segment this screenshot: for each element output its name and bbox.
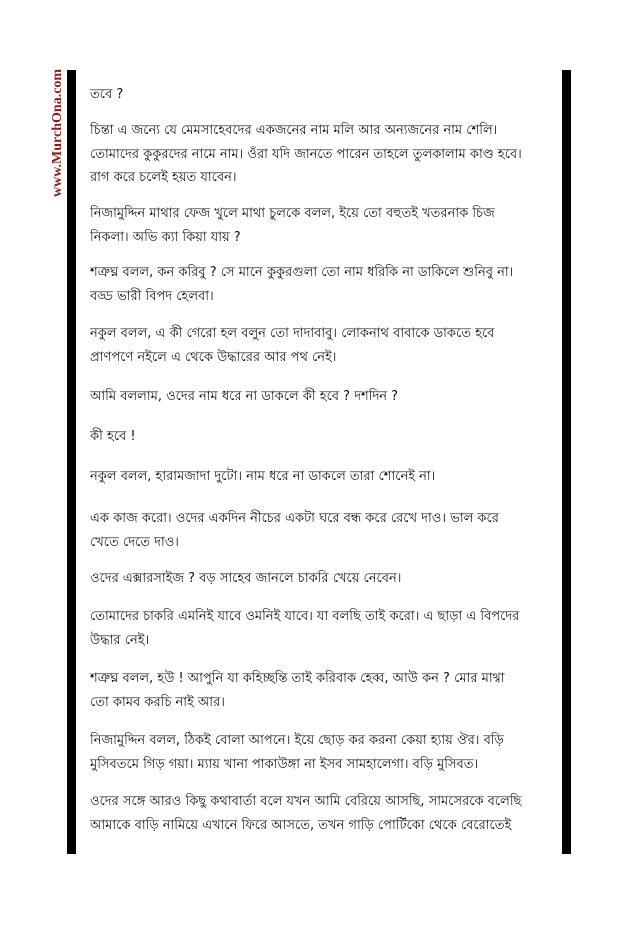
text-line: আমি বললাম, ওদের নাম ধরে না ডাকলে কী হবে ? দশদিন ? [90,389,399,404]
text-line: উদ্ধার নেই। [90,632,150,648]
paragraph [90,261,556,308]
text-line: তোমাদের কুকুরদের নামে নাম। ওঁরা যদি জানতে পারেন তাহলে তুলকালাম কাণ্ড হবে। [90,146,522,162]
text-line: নকুল বলল, এ কী গেরো হল বলুন তো দাদাবাবু। লোকনাথ বাবাকে ডাকতে হবে [90,326,495,341]
paragraph [90,83,556,107]
text-line: রাগ করে চলেই হয়ত যাবেন। [90,170,237,185]
text-line: তো কামব করচি নাই আর। [90,694,225,710]
text-line: বড্ড ভারী বিপদ হেলবা। [90,288,214,304]
text-line: নিজামুদ্দিন বলল, ঠিকই বোলা আপনে। ইয়ে ছোড় কর করনা কেয়া হ্যায় ঔর। বড়ি [90,733,504,748]
text-line: চিন্তা এ জন্যে যে মেমসাহেবদের একজনের নাম মলি আর অন্যজনের নাম শেলি। [90,123,498,138]
text-line: নিজামুদ্দিন মাথার ফেজ খুলে মাথা চুলকে বলল, ইয়ে তো বহুতই খতরনাক চিজ [90,206,495,221]
watermark-url: www.MurchOna.com [50,68,65,197]
paragraph [90,119,556,190]
paragraph [90,322,556,369]
paragraph [90,667,556,714]
text-line: এক কাজ করো। ওদের একদিন নীচের একটা ঘরে বন্ধ করে রেখে দাও। ভাল করে [90,511,499,526]
paragraph [90,729,556,776]
text-line: ওদের সঙ্গে আরও কিছু কথাবার্তা বলে যখন আমি বেরিয়ে আসছি, সামসেরকে বলেছি [90,794,522,809]
text-line: খেতে দেতে দাও। [90,534,179,550]
text-line: কী হবে ! [90,429,136,444]
paragraph [90,385,556,409]
text-line: নিকলা। অভি ক্যা কিয়া যায় ? [90,229,241,245]
paragraph [90,605,556,652]
text-line: মুসিবতমে গিড় গয়া। ম্যায় খানা পাকাউঙ্গা না ইসব সামহালেগা। বড়ি মুসিবত। [90,756,479,772]
paragraph [90,202,556,249]
paragraph [90,507,556,554]
text-line: প্রাণপণে নইলে এ থেকে উদ্ধারের আর পথ নেই। [90,349,337,365]
text-line: তোমাদের চাকরি এমনিই যাবে ওমনিই যাবে। যা বলছি তাই করো। এ ছাড়া এ বিপদের [90,609,520,624]
text-line: আমাকে বাড়ি নামিয়ে এখানে ফিরে আসতে, তখন গাড়ি পোর্টিকো থেকে বেরোতেই [90,817,512,833]
text-line: ওদের এক্সারসাইজ ? বড় সাহেব জানলে চাকরি খেয়ে নেবেন। [90,571,402,586]
paragraph [90,425,556,449]
text-line: শত্রুঘ্ন বলল, হউ ! আপুনি যা কহিচ্ছন্তি তাই করিবাক হেব্ব, আউ কন ? মোর মাথ্বা [90,671,505,686]
right-margin-rule [562,70,571,854]
paragraph [90,790,556,837]
paragraph [90,465,556,489]
left-margin-rule [67,70,76,854]
paragraph [90,567,556,591]
text-line: নকুল বলল, হারামজাদা দুটো। নাম ধরে না ডাকলে তারা শোনেই না। [90,469,436,484]
text-line: তবে ? [90,87,124,102]
text-line: শত্রুঘ্ন বলল, কন করিবু ? সে মানে কুকুরগুলা তো নাম ধরিকি না ডাকিলে শুনিবু না। [90,265,514,280]
